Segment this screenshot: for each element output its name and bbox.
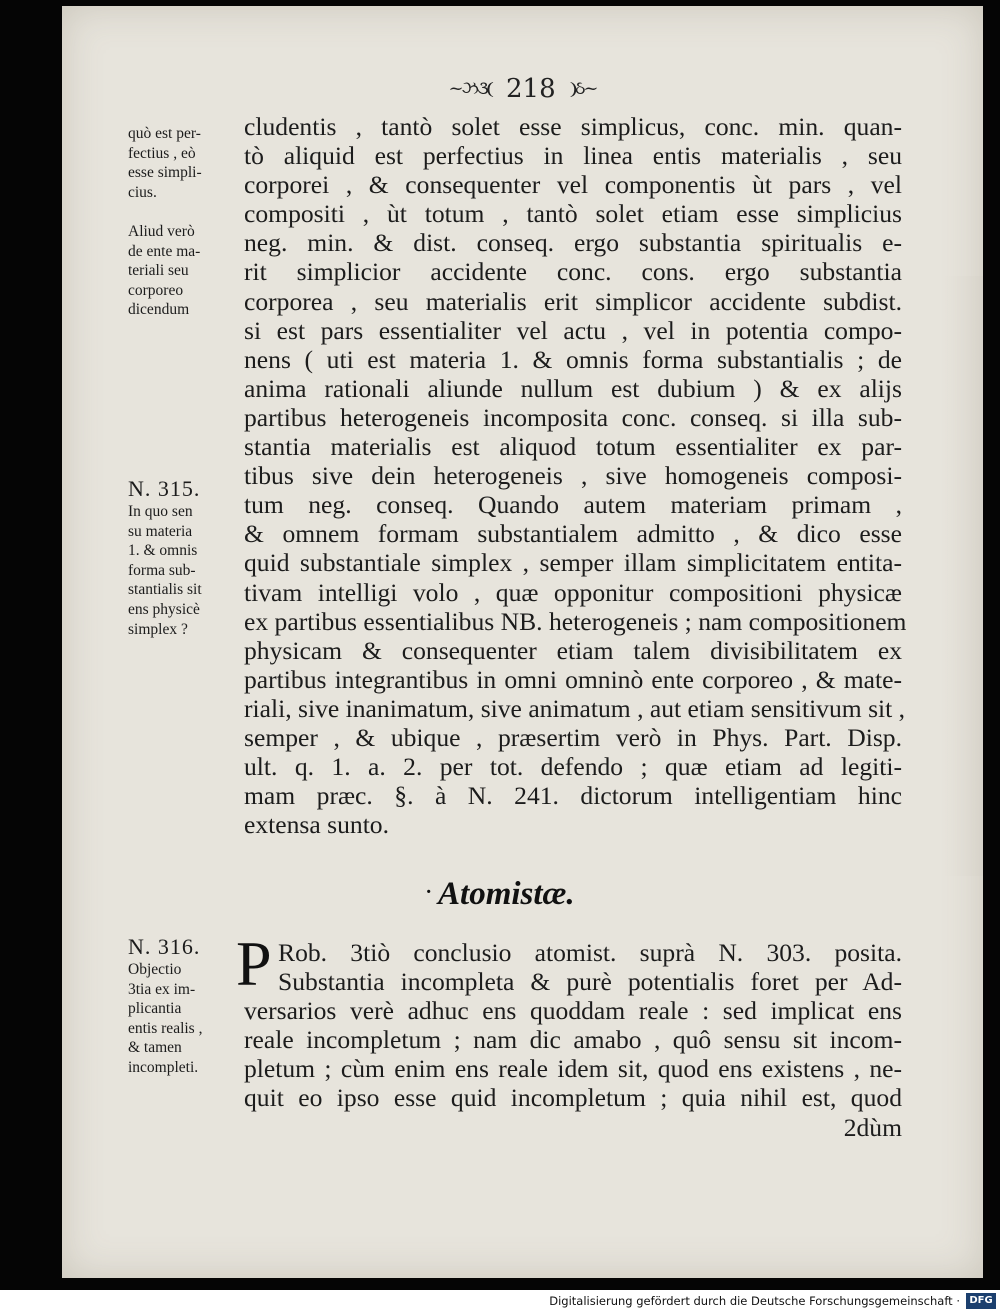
margin-note	[128, 934, 234, 1078]
margin-line: ens physicè	[128, 600, 200, 618]
dfg-logo: DFG	[966, 1293, 996, 1309]
page-shadow	[942, 276, 983, 876]
text-line: pletum ; cùm enim ens reale idem sit, quod ens existens , ne-	[244, 1054, 902, 1084]
margin-line: stantialis sit	[128, 581, 202, 599]
text-line: semper , & ubique , præsertim verò in Phys. Part. Disp.	[244, 722, 902, 752]
drop-cap: P	[236, 928, 272, 999]
margin-line: teriali seu	[128, 262, 189, 280]
margin-line: dicendum	[128, 301, 190, 319]
margin-line: fectius , eò	[128, 144, 196, 162]
text-line: partibus integrantibus in omni omninò ente corporeo , & mate-	[244, 664, 902, 694]
margin-note	[128, 476, 234, 639]
text-line: extensa sunto.	[244, 810, 390, 840]
main-paragraph	[244, 112, 907, 840]
margin-line: entis realis ,	[128, 1019, 203, 1037]
margin-number: N. 316.	[128, 934, 201, 959]
margin-line: & tamen	[128, 1039, 182, 1057]
header-ornament-left: ~ઝ૩❨	[448, 78, 492, 99]
margin-line: esse simpli-	[128, 164, 202, 182]
margin-note	[128, 124, 234, 202]
page-header	[62, 74, 983, 114]
margin-line: incompleti.	[128, 1058, 199, 1076]
heading-title: Atomistæ.	[438, 876, 575, 912]
margin-number: N. 315.	[128, 476, 201, 501]
funding-credit: Digitalisierung gefördert durch die Deutsche Forschungsgemeinschaft ·	[549, 1294, 960, 1308]
margin-line: cius.	[128, 183, 157, 201]
text-line: anima rationali aliunde nullum est dubium ) & ex alijs	[244, 373, 902, 403]
catchword: 2dùm	[843, 1112, 902, 1142]
text-line: Substantia incompleta & purè potentialis foret per Ad-	[278, 967, 902, 997]
text-line: quid substantiale simplex , semper illam simplicitatem entita-	[244, 548, 902, 578]
footer-bar	[0, 1290, 1000, 1314]
text-line: si est pars essentialiter vel actu , vel in potentia compo-	[244, 315, 902, 345]
text-line: ult. q. 1. a. 2. per tot. defendo ; quæ etiam ad legiti-	[244, 752, 902, 782]
margin-line: quò est per-	[128, 125, 201, 142]
text-line: tibus sive dein heterogeneis , sive homogeneis composi-	[244, 461, 902, 491]
text-line: riali, sive inanimatum, sive animatum , aut etiam sensitivum sit ,	[244, 693, 906, 723]
margin-line: Objectio	[128, 961, 182, 978]
text-line: quit eo ipso esse quid incompletum ; quia nihil est, quod	[244, 1083, 902, 1113]
text-line: partibus heterogeneis incomposita conc. conseq. si illa sub-	[244, 402, 902, 432]
text-line: rit simplicior accidente conc. cons. ergo substantia	[244, 257, 902, 287]
text-line: versarios verè adhuc ens quoddam reale : sed implicat ens	[244, 996, 902, 1026]
margin-line: de ente ma-	[128, 242, 201, 260]
margin-line: 1. & omnis	[128, 542, 198, 560]
second-paragraph	[236, 928, 902, 1142]
margin-line: 3tia ex im-	[128, 980, 196, 998]
text-line: corporea , seu materialis erit simplicor accidente subdist.	[244, 286, 902, 316]
margin-line: corporeo	[128, 281, 184, 299]
text-line: tò aliquid est perfectius in linea entis materialis , seu	[244, 141, 902, 171]
section-heading	[0, 876, 1000, 916]
text-line: corporei , & consequenter vel componentis ùt pars , vel	[244, 170, 902, 200]
text-line: tum neg. conseq. Quando autem materiam primam ,	[244, 490, 902, 520]
text-line: physicam & consequenter etiam talem divisibilitatem ex	[244, 635, 902, 665]
text-line: compositi , ùt totum , tantò solet etiam esse simplicius	[244, 199, 902, 229]
text-line: tivam intelligi volo , quæ opponitur compositioni physicæ	[244, 577, 902, 607]
text-line: & omnem formam substantialem admitto , & dico esse	[244, 519, 902, 549]
page-number: 218	[506, 74, 556, 104]
margin-line: Aliud verò	[128, 223, 195, 240]
margin-line: In quo sen	[128, 503, 193, 520]
text-line: reale incompletum ; nam dic amabo , quô sensu sit incom-	[244, 1025, 902, 1055]
text-line: neg. min. & dist. conseq. ergo substantia spiritualis e-	[244, 228, 902, 258]
margin-line: simplex ?	[128, 620, 188, 638]
text-line: Rob. 3tiò conclusio atomist. suprà N. 303. posita.	[278, 938, 902, 967]
text-line: nens ( uti est materia 1. & omnis forma substantialis ; de	[244, 344, 902, 374]
header-ornament-right: ❩ઠ~	[569, 78, 597, 99]
margin-line: su materia	[128, 522, 193, 540]
text-line: mam præc. §. à N. 241. dictorum intelligentiam hinc	[244, 781, 902, 811]
text-line: cludentis , tantò solet esse simplicus, conc. min. quan-	[244, 112, 902, 141]
text-line: stantia materialis est aliquod totum essentialiter ex par-	[244, 432, 902, 462]
margin-line: plicantia	[128, 1000, 182, 1018]
text-line: ex partibus essentialibus NB. heterogeneis ; nam compositionem	[244, 606, 907, 636]
heading-mark: ·	[425, 881, 433, 903]
margin-note	[128, 222, 234, 320]
margin-line: forma sub-	[128, 561, 196, 579]
